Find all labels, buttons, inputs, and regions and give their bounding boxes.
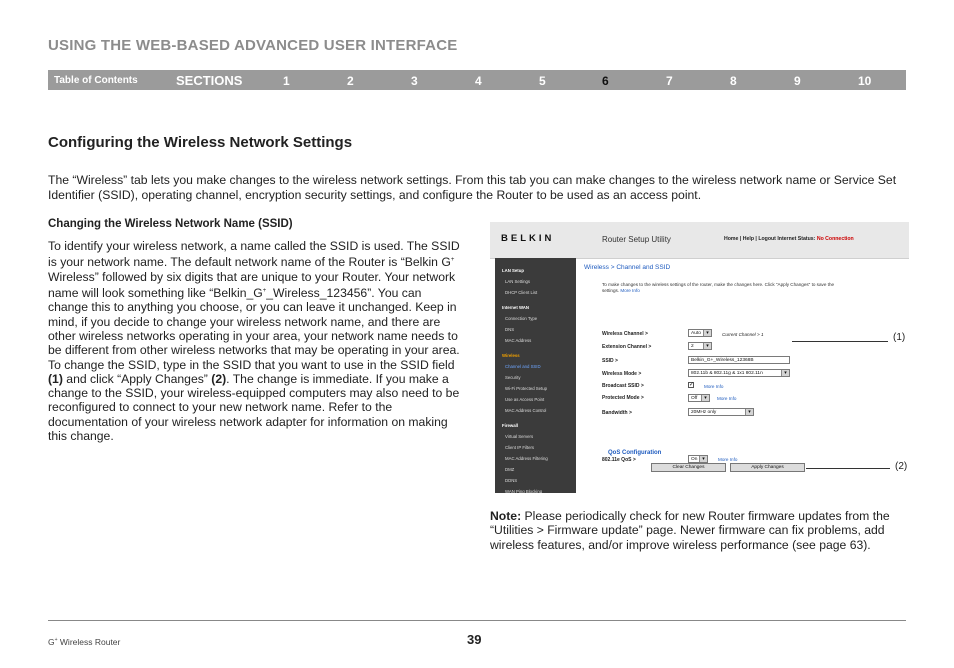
router-title: Router Setup Utility	[602, 235, 671, 244]
protected-more-info-link[interactable]: More Info	[717, 396, 737, 401]
router-sidebar-item[interactable]: Wireless	[502, 353, 520, 358]
chevron-down-icon: ▾	[745, 409, 753, 415]
footer-divider	[48, 620, 906, 621]
section-link-2[interactable]: 2	[347, 74, 354, 88]
channel-label: Wireless Channel >	[602, 331, 648, 337]
qos-heading: QoS Configuration	[608, 450, 662, 456]
callout-2: (2)	[895, 461, 908, 472]
chevron-down-icon: ▾	[781, 370, 789, 376]
qos-select[interactable]: On ▾	[688, 455, 708, 463]
router-main-panel	[576, 259, 909, 493]
router-sidebar-item[interactable]: DDNS	[505, 478, 518, 483]
intro-paragraph: The “Wireless” tab lets you make changes to the wireless network settings. From this tab you can make changes to the wireless network name or Service Set Identifier (SSID), operating channel, encryption security settings, and configure the Router to be used as an access point.	[48, 173, 897, 202]
chevron-down-icon: ▾	[703, 343, 711, 349]
section-link-8[interactable]: 8	[730, 74, 737, 88]
section-link-6-active[interactable]: 6	[602, 74, 609, 88]
bandwidth-label: Bandwidth >	[602, 410, 632, 416]
qos-label: 802.11e QoS >	[602, 457, 636, 463]
section-heading: Configuring the Wireless Network Settings	[48, 134, 353, 151]
router-top-links: Home | Help | Logout Internet Status: No Connection	[724, 236, 854, 242]
document-header-title: USING THE WEB-BASED ADVANCED USER INTERFACE	[48, 37, 458, 54]
callout-line-1	[792, 341, 888, 342]
section-navigation-bar	[48, 70, 906, 90]
protected-mode-select[interactable]: Off ▾	[688, 394, 710, 402]
table-of-contents-link[interactable]: Table of Contents	[54, 75, 138, 86]
section-link-1[interactable]: 1	[283, 74, 290, 88]
broadcast-ssid-checkbox[interactable]: ✓	[689, 382, 695, 388]
sections-label: SECTIONS	[176, 73, 243, 88]
body-paragraph: To identify your wireless network, a name called the SSID is used. The SSID is your network name. The default network name of the Router is “Belkin G+ Wireless” followed by six digits that are unique to your Router. Your network name will look something like “Belkin_G+_Wireless_123456”. You can change this to anything you choose, or you can leave it unchanged. Keep in mind, if you decide to change your wireless network name, and there are other wireless networks operating in your area, your network name needs to be different from other wireless networks that may be operating in your area. To change the SSID, type in the SSID that you want to use in the SSID field (1) and click “Apply Changes” (2). The change is immediate. If you make a change to the SSID, your wireless-equipped computers may also need to be reconfigured to connect to your new network name. Refer to the documentation of your wireless network adapter for information on making this change.	[48, 239, 460, 443]
router-sidebar-item[interactable]: Connection Type	[505, 316, 538, 321]
router-sidebar-item[interactable]: Security	[505, 375, 521, 380]
page-number: 39	[467, 632, 482, 647]
wireless-mode-label: Wireless Mode >	[602, 371, 642, 377]
router-sidebar-item[interactable]: LAN Setup	[502, 268, 524, 273]
wireless-mode-select[interactable]: 802.11b & 802.11g & 1x1 802.11n ▾	[688, 369, 790, 377]
router-sidebar	[495, 258, 576, 493]
router-sidebar-item[interactable]: Firewall	[502, 423, 519, 428]
router-top-bar	[490, 222, 909, 259]
router-sidebar-item[interactable]: Internet WAN	[502, 305, 529, 310]
current-channel-hint: Current Channel > 1	[722, 332, 764, 337]
ssid-label: SSID >	[602, 358, 618, 364]
clear-changes-button[interactable]: Clear Changes	[651, 463, 726, 472]
ssid-input[interactable]: Belkin_G+_Wireless_12368B	[688, 356, 790, 364]
section-link-10[interactable]: 10	[858, 74, 872, 88]
internet-status: No Connection	[816, 236, 854, 242]
router-sidebar-item[interactable]: Wi-Fi Protected Setup	[505, 386, 548, 391]
router-sidebar-item[interactable]: Virtual Servers	[505, 434, 534, 439]
section-link-7[interactable]: 7	[666, 74, 673, 88]
router-sidebar-item[interactable]: DNS	[505, 327, 515, 332]
router-sidebar-item[interactable]: MAC Address Control	[505, 408, 547, 413]
router-sidebar-item[interactable]: LAN Settings	[505, 279, 531, 284]
router-sidebar-item[interactable]: Channel and SSID	[505, 364, 541, 369]
router-sidebar-item[interactable]: DHCP Client List	[505, 290, 538, 295]
router-breadcrumb: Wireless > Channel and SSID	[584, 264, 671, 271]
section-link-4[interactable]: 4	[475, 74, 482, 88]
subsection-heading: Changing the Wireless Network Name (SSID)	[48, 218, 293, 230]
callout-line-2	[806, 468, 890, 469]
chevron-down-icon: ▾	[703, 330, 711, 336]
section-link-3[interactable]: 3	[411, 74, 418, 88]
note-label: Note:	[490, 509, 522, 523]
router-description: To make changes to the wireless settings of the router, make the changes here. Click "Apply Changes" to save the settings. More Info	[602, 282, 835, 293]
ref-callout-1: (1)	[48, 371, 63, 386]
broadcast-ssid-label: Broadcast SSID >	[602, 383, 644, 389]
router-sidebar-item[interactable]: MAC Address	[505, 338, 532, 343]
bandwidth-select[interactable]: 20MHz only ▾	[688, 408, 754, 416]
qos-more-info-link[interactable]: More Info	[718, 457, 738, 462]
router-sidebar-item[interactable]: DMZ	[505, 467, 515, 472]
broadcast-more-info-link[interactable]: More Info	[704, 384, 724, 389]
section-link-9[interactable]: 9	[794, 74, 801, 88]
footer-product-name: G+ Wireless Router	[48, 637, 121, 647]
router-sidebar-item[interactable]: Client IP Filters	[505, 445, 535, 450]
belkin-logo: BELKIN	[501, 233, 555, 244]
extension-channel-label: Extension Channel >	[602, 344, 652, 350]
ref-callout-2: (2)	[211, 371, 227, 386]
channel-select[interactable]: Auto ▾	[688, 329, 712, 337]
router-sidebar-item[interactable]: WAN Ping Blocking	[505, 489, 543, 493]
note-paragraph: Note: Please periodically check for new Router firmware updates from the “Utilities > Firmware update” page. Newer firmware can fix problems, add wireless features, and/or improve wireless performance (see page 63).	[490, 509, 890, 552]
router-sidebar-item[interactable]: Use as Access Point	[505, 397, 545, 402]
extension-channel-select[interactable]: 2 ▾	[688, 342, 712, 350]
section-link-5[interactable]: 5	[539, 74, 546, 88]
protected-mode-label: Protected Mode >	[602, 395, 644, 401]
callout-1: (1)	[893, 332, 906, 343]
apply-changes-button[interactable]: Apply Changes	[730, 463, 805, 472]
router-sidebar-item[interactable]: MAC Address Filtering	[505, 456, 548, 461]
chevron-down-icon: ▾	[701, 395, 709, 401]
chevron-down-icon: ▾	[699, 456, 707, 462]
router-ui-screenshot	[490, 222, 909, 493]
